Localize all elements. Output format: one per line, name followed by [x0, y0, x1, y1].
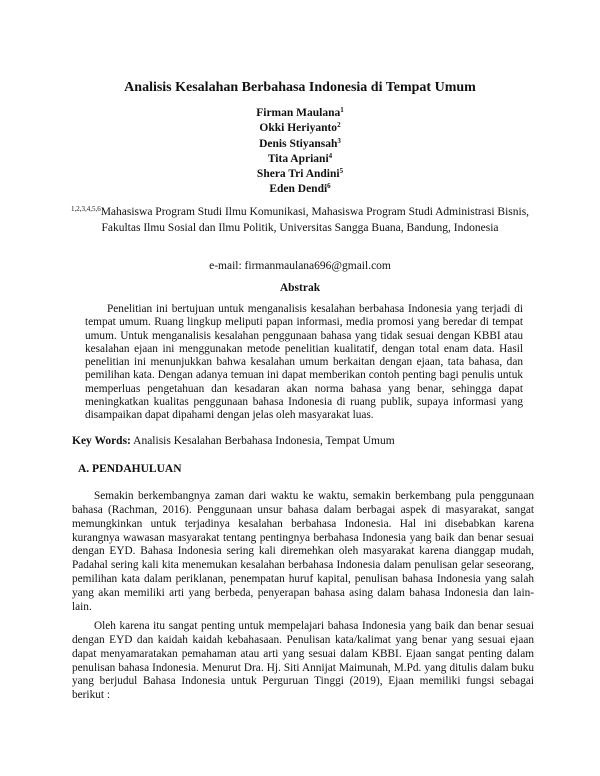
author: Firman Maulana$^1$	[256, 106, 344, 119]
section-heading: A. PENDAHULUAN	[78, 463, 182, 475]
keywords-text: Analisis Kesalahan Berbahasa Indonesia, Tempat Umum	[133, 435, 395, 447]
author: Eden Dendi$^6$	[269, 182, 331, 196]
affiliation: $^{1,2,3,4,5,6}$Mahasiswa Program Studi Ilmu Komunikasi, Mahasiswa Program Studi Administrasi Bisnis, Fakultas Ilmu Sosial dan Ilmu Politik, Universitas Sangga Buana, Bandung, Indonesia	[70, 205, 530, 234]
body-paragraph: Semakin berkembangnya zaman dari waktu ke waktu, semakin berkembang pula penggunaan bahasa (Rachman, 2016). Penggunaan unsur bahasa dalam berbagai aspek di masyarakat, sangat memungkinkan untuk terjadinya kesalahan berbahasa Indonesia. Hal ini disebabkan karena kurangnya wawasan masyarakat tentang pentingnya berbahasa Indonesia yang baik dan benar sesuai dengan EYD. Bahasa Indonesia sering kali diremehkan oleh masyarakat karena dianggap mudah, Padahal sering kali kita menemukan kesalahan berbahasa Indonesia dalam penulisan gelar seseorang, pemilihan kata dalam periklanan, penempatan huruf kapital, penulisan bahasa Indonesia yang salah yang akan memiliki arti yang berbeda, penyerapan bahasa asing dalam bahasa Indonesia dan lain-lain.	[72, 490, 534, 613]
abstract-heading: Abstrak	[279, 282, 321, 294]
author: Tita Apriani$^4$	[267, 151, 333, 165]
keywords	[72, 434, 542, 449]
author-list	[0, 106, 600, 198]
keywords-label: Key Words:	[72, 435, 131, 447]
contact-email: e-mail: firmanmaulana696@gmail.com	[209, 260, 391, 272]
author: Denis Stiyansah$^3$	[259, 136, 341, 150]
paper-title: Analisis Kesalahan Berbahasa Indonesia di Tempat Umum	[124, 80, 476, 95]
author: Okki Heriyanto$^2$	[259, 121, 341, 135]
body-paragraph: Oleh karena itu sangat penting untuk mempelajari bahasa Indonesia yang baik dan benar sesuai dengan EYD dan kaidah kaidah kebahasaan. Penulisan kata/kalimat yang benar yang sesuai ejaan dapat menyamaratakan pemahaman atau arti yang sesuai dalam KBBI. Ejaan sangat penting dalam penulisan bahasa Indonesia. Menurut Dra. Hj. Siti Annijat Maimunah, M.Pd. yang ditulis dalam buku yang berjudul Bahasa Indonesia untuk Perguruan Tinggi (2019), Ejaan memiliki fungsi sebagai berikut :	[72, 620, 534, 702]
author: Shera Tri Andini$^5$	[256, 167, 344, 181]
abstract-text: Penelitian ini bertujuan untuk menganalisis kesalahan berbahasa Indonesia yang terjadi di tempat umum. Ruang lingkup meliputi papan informasi, media promosi yang beredar di tempat umum. Untuk menganalisis kesalahan penggunaan bahasa yang tidak sesuai dengan KBBI atau kesalahan ejaan ini menggunakan metode penelitian kualitatif, dengan total enam data. Hasil penelitian ini menunjukkan bahwa kesalahan umum berkaitan dengan ejaan, tata bahasa, dan pemilihan kata. Dengan adanya temuan ini dapat memberikan contoh penting bagi penulis untuk memperluas pengetahuan dan kesadaran akan norma bahasa yang benar, sehingga dapat meningkatkan kualitas penggunaan bahasa Indonesia di ruang publik, supaya informasi yang disampaikan dapat dipahami dengan jelas oleh masyarakat luas.	[85, 303, 523, 422]
